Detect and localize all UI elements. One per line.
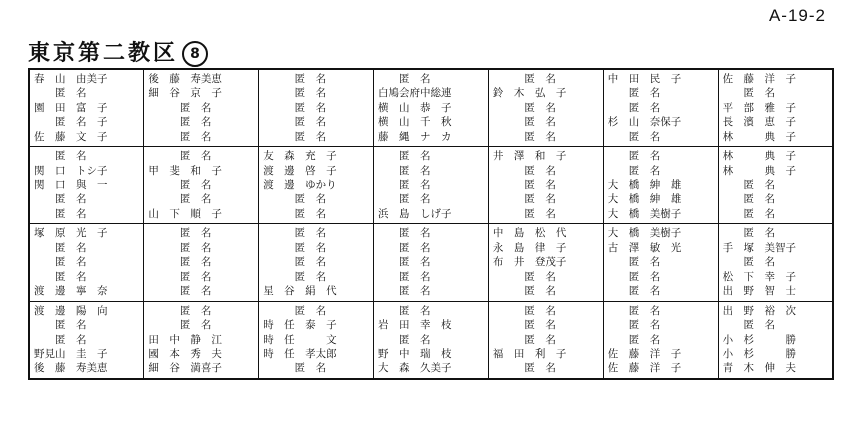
district-heading bbox=[28, 36, 208, 67]
donor-name: 匿 名 bbox=[148, 319, 212, 332]
donor-name: 青 木 伸 夫 bbox=[722, 362, 797, 375]
donor-name: 岩 田 幸 枝 bbox=[378, 319, 452, 332]
donor-name: 大 橋 紳 雄 bbox=[607, 179, 682, 192]
donor-name: 野 中 瑞 枝 bbox=[378, 347, 452, 360]
roster-cell bbox=[259, 301, 374, 379]
donor-name: 平 部 雅 子 bbox=[722, 101, 797, 114]
donor-name: 匿 名 bbox=[148, 304, 212, 317]
donor-name: 匿 名 bbox=[263, 362, 327, 375]
donor-name: 長 濱 恵 子 bbox=[722, 116, 797, 129]
donor-name: 匿 名 bbox=[492, 285, 556, 298]
roster-cell bbox=[718, 69, 833, 147]
donor-name: 佐 藤 洋 子 bbox=[607, 347, 682, 360]
donor-name: 出 野 智 士 bbox=[722, 285, 797, 298]
donor-name: 匿 名 bbox=[148, 193, 212, 206]
donor-name: 匿 名 bbox=[34, 270, 87, 283]
roster-cell bbox=[144, 224, 259, 301]
donor-name: 春 山 由美子 bbox=[34, 73, 108, 85]
donor-name: 渡 邊 寧 奈 bbox=[34, 285, 108, 298]
donor-name: 手 塚 美智子 bbox=[722, 241, 797, 254]
donor-name: 時 任 泰 子 bbox=[263, 319, 337, 332]
page-code: A-19-2 bbox=[768, 6, 826, 25]
donor-name: 匿 名 bbox=[263, 116, 327, 129]
roster-cell bbox=[603, 69, 718, 147]
donor-name: 小 杉 勝 bbox=[722, 333, 797, 346]
donor-name: 渡 邊 陽 向 bbox=[34, 304, 108, 317]
donor-name: 匿 名 bbox=[148, 241, 212, 254]
donor-name: 田 中 静 江 bbox=[148, 333, 222, 346]
donor-name: 匿 名 bbox=[148, 116, 212, 129]
roster-block bbox=[29, 224, 833, 301]
donor-name: 匿 名 bbox=[492, 207, 556, 220]
donor-name: 匿 名 bbox=[148, 150, 212, 163]
roster-cell bbox=[718, 147, 833, 224]
donor-name: 匿 名 bbox=[378, 150, 431, 163]
donor-name: 後 藤 寿美恵 bbox=[34, 362, 108, 375]
donor-name: 匿 名 bbox=[148, 256, 212, 269]
roster-cell bbox=[29, 147, 144, 224]
donor-name: 匿 名 bbox=[34, 193, 87, 206]
roster-cell bbox=[29, 301, 144, 379]
donor-name: 匿 名 bbox=[378, 227, 431, 240]
donor-name: 藤 縄 ナ カ bbox=[378, 130, 452, 143]
donor-name: 匿 名 bbox=[492, 164, 556, 177]
donor-name: 友 森 充 子 bbox=[263, 150, 337, 163]
roster-block bbox=[29, 69, 833, 147]
donor-name: 匿 名 bbox=[148, 285, 212, 298]
roster-cell bbox=[374, 69, 489, 147]
donor-name: 匿 名 bbox=[492, 73, 556, 85]
donor-name: 匿 名 bbox=[492, 116, 556, 129]
donor-name: 時 任 孝太郎 bbox=[263, 347, 337, 360]
donor-name: 匿 名 bbox=[263, 304, 327, 317]
donor-name: 匿 名 bbox=[492, 304, 556, 317]
donor-name: 匿 名 bbox=[492, 362, 556, 375]
donor-name: 匿 名 bbox=[34, 256, 87, 269]
donor-name: 國 本 秀 夫 bbox=[148, 347, 222, 360]
donor-name: 鈴 木 弘 子 bbox=[492, 87, 567, 100]
donor-name: 古 澤 敏 光 bbox=[607, 241, 682, 254]
donor-name: 匿 名 bbox=[378, 333, 431, 346]
donor-name: 匿 名 bbox=[722, 256, 776, 269]
donor-name: 小 杉 勝 bbox=[722, 347, 797, 360]
donor-name: 匿 名 bbox=[607, 285, 661, 298]
donor-name: 関 口 與 一 bbox=[34, 179, 108, 192]
donor-name: 匿 名 bbox=[607, 256, 661, 269]
donor-name: 匿 名 bbox=[34, 333, 87, 346]
donor-name: 匿 名 bbox=[607, 130, 661, 143]
donor-name: 星 谷 絹 代 bbox=[263, 285, 337, 298]
donor-name: 細 谷 京 子 bbox=[148, 87, 222, 100]
donor-name: 匿 名 bbox=[607, 150, 661, 163]
donor-name: 園 田 富 子 bbox=[34, 101, 108, 114]
donor-name: 匿 名 bbox=[722, 87, 776, 100]
donor-name: 匿 名 bbox=[263, 227, 327, 240]
donor-name: 匿 名 bbox=[607, 87, 661, 100]
donor-name: 横 山 千 秋 bbox=[378, 116, 452, 129]
district-title: 東京第二教区 bbox=[28, 41, 179, 66]
donor-name: 匿 名 bbox=[148, 101, 212, 114]
donor-name: 福 田 利 子 bbox=[492, 347, 567, 360]
donor-name: 林 典 子 bbox=[722, 130, 797, 143]
donor-name: 匿 名 bbox=[378, 241, 431, 254]
donor-name: 布 井 登茂子 bbox=[492, 256, 567, 269]
roster-block bbox=[29, 301, 833, 379]
donor-name: 匿 名 bbox=[722, 227, 776, 240]
donor-name: 匿 名 bbox=[492, 179, 556, 192]
roster-cell bbox=[488, 147, 603, 224]
donor-name-table bbox=[28, 68, 834, 380]
donor-name: 渡 邊 啓 子 bbox=[263, 164, 337, 177]
donor-name: 匿 名 bbox=[378, 285, 431, 298]
donor-name: 中 田 民 子 bbox=[607, 73, 682, 85]
donor-name: 井 澤 和 子 bbox=[492, 150, 567, 163]
donor-name: 杉 山 奈保子 bbox=[607, 116, 682, 129]
roster-cell bbox=[488, 224, 603, 301]
donor-name: 匿 名 bbox=[722, 179, 776, 192]
roster-cell bbox=[29, 224, 144, 301]
roster-cell bbox=[603, 147, 718, 224]
donor-name: 林 典 子 bbox=[722, 164, 797, 177]
roster-cell bbox=[718, 301, 833, 379]
donor-name: 白鳩会府中総連 bbox=[378, 87, 452, 100]
donor-name: 大 森 久美子 bbox=[378, 362, 452, 375]
donor-name: 匿 名 bbox=[263, 130, 327, 143]
donor-name: 匿 名 bbox=[263, 101, 327, 114]
donor-name: 匿 名 bbox=[263, 256, 327, 269]
donor-name: 渡 邊 ゆかり bbox=[263, 179, 337, 192]
donor-name: 中 島 松 代 bbox=[492, 227, 567, 240]
donor-name: 出 野 裕 次 bbox=[722, 304, 797, 317]
donor-name: 松 下 幸 子 bbox=[722, 270, 797, 283]
donor-name: 横 山 恭 子 bbox=[378, 101, 452, 114]
donor-name: 匿 名 bbox=[263, 207, 327, 220]
donor-name: 匿 名 bbox=[148, 130, 212, 143]
donor-name: 匿 名 bbox=[378, 73, 431, 85]
roster-cell bbox=[374, 301, 489, 379]
donor-name: 林 典 子 bbox=[722, 150, 797, 163]
donor-name: 細 谷 満喜子 bbox=[148, 362, 222, 375]
donor-name: 匿 名 bbox=[378, 256, 431, 269]
roster-cell bbox=[603, 224, 718, 301]
donor-name: 匿 名 bbox=[34, 87, 87, 100]
donor-name: 匿 名 bbox=[263, 73, 327, 85]
donor-name: 匿 名 bbox=[378, 179, 431, 192]
donor-name: 匿 名 子 bbox=[34, 116, 108, 129]
roster-cell bbox=[29, 69, 144, 147]
roster-cell bbox=[718, 224, 833, 301]
donor-name: 匿 名 bbox=[263, 87, 327, 100]
donor-name: 匿 名 bbox=[378, 193, 431, 206]
donor-name: 匿 名 bbox=[607, 333, 661, 346]
donor-name: 匿 名 bbox=[263, 241, 327, 254]
donor-name: 匿 名 bbox=[607, 101, 661, 114]
donor-name: 匿 名 bbox=[378, 304, 431, 317]
donor-name: 匿 名 bbox=[722, 319, 776, 332]
donor-name: 匿 名 bbox=[148, 270, 212, 283]
donor-name: 匿 名 bbox=[148, 227, 212, 240]
donor-name: 匿 名 bbox=[492, 101, 556, 114]
donor-name: 塚 原 光 子 bbox=[34, 227, 108, 240]
roster-cell bbox=[144, 147, 259, 224]
donor-name: 匿 名 bbox=[492, 319, 556, 332]
donor-name: 匿 名 bbox=[492, 193, 556, 206]
donor-name: 匿 名 bbox=[34, 150, 87, 163]
donor-name: 匿 名 bbox=[263, 270, 327, 283]
donor-name: 野見山 圭 子 bbox=[34, 347, 108, 360]
donor-name: 関 口 トシ子 bbox=[34, 164, 108, 177]
donor-name: 匿 名 bbox=[378, 164, 431, 177]
donor-name: 大 橋 紳 雄 bbox=[607, 193, 682, 206]
donor-name: 匿 名 bbox=[34, 319, 87, 332]
roster-cell bbox=[144, 301, 259, 379]
roster-block bbox=[29, 147, 833, 224]
donor-name: 匿 名 bbox=[607, 164, 661, 177]
donor-name: 匿 名 bbox=[607, 304, 661, 317]
donor-name: 匿 名 bbox=[263, 193, 327, 206]
roster-cell bbox=[603, 301, 718, 379]
donor-name: 佐 藤 文 子 bbox=[34, 130, 108, 143]
donor-name: 匿 名 bbox=[492, 333, 556, 346]
donor-name: 匿 名 bbox=[607, 270, 661, 283]
donor-name: 匿 名 bbox=[492, 270, 556, 283]
donor-name: 匿 名 bbox=[34, 241, 87, 254]
donor-name: 匿 名 bbox=[378, 270, 431, 283]
donor-name: 匿 名 bbox=[722, 207, 776, 220]
roster-cell bbox=[374, 147, 489, 224]
roster-cell bbox=[259, 147, 374, 224]
donor-name: 匿 名 bbox=[722, 193, 776, 206]
roster-cell bbox=[259, 69, 374, 147]
roster-cell bbox=[144, 69, 259, 147]
donor-name: 大 橋 美樹子 bbox=[607, 207, 682, 220]
roster-cell bbox=[374, 224, 489, 301]
donor-name: 匿 名 bbox=[607, 319, 661, 332]
donor-name: 後 藤 寿美恵 bbox=[148, 73, 222, 85]
donor-name: 時 任 文 bbox=[263, 333, 337, 346]
donor-name: 佐 藤 洋 子 bbox=[722, 73, 797, 85]
roster-cell bbox=[488, 69, 603, 147]
donor-name: 佐 藤 洋 子 bbox=[607, 362, 682, 375]
donor-name: 山 下 順 子 bbox=[148, 207, 222, 220]
donor-name: 匿 名 bbox=[148, 179, 212, 192]
donor-name: 浜 島 しげ子 bbox=[378, 207, 452, 220]
donor-name: 大 橋 美樹子 bbox=[607, 227, 682, 240]
roster-cell bbox=[259, 224, 374, 301]
district-number: 8 bbox=[182, 41, 208, 67]
roster-cell bbox=[488, 301, 603, 379]
donor-name: 匿 名 bbox=[34, 207, 87, 220]
donor-name: 甲 斐 和 子 bbox=[148, 164, 222, 177]
donor-name: 匿 名 bbox=[492, 130, 556, 143]
donor-name: 永 島 律 子 bbox=[492, 241, 567, 254]
